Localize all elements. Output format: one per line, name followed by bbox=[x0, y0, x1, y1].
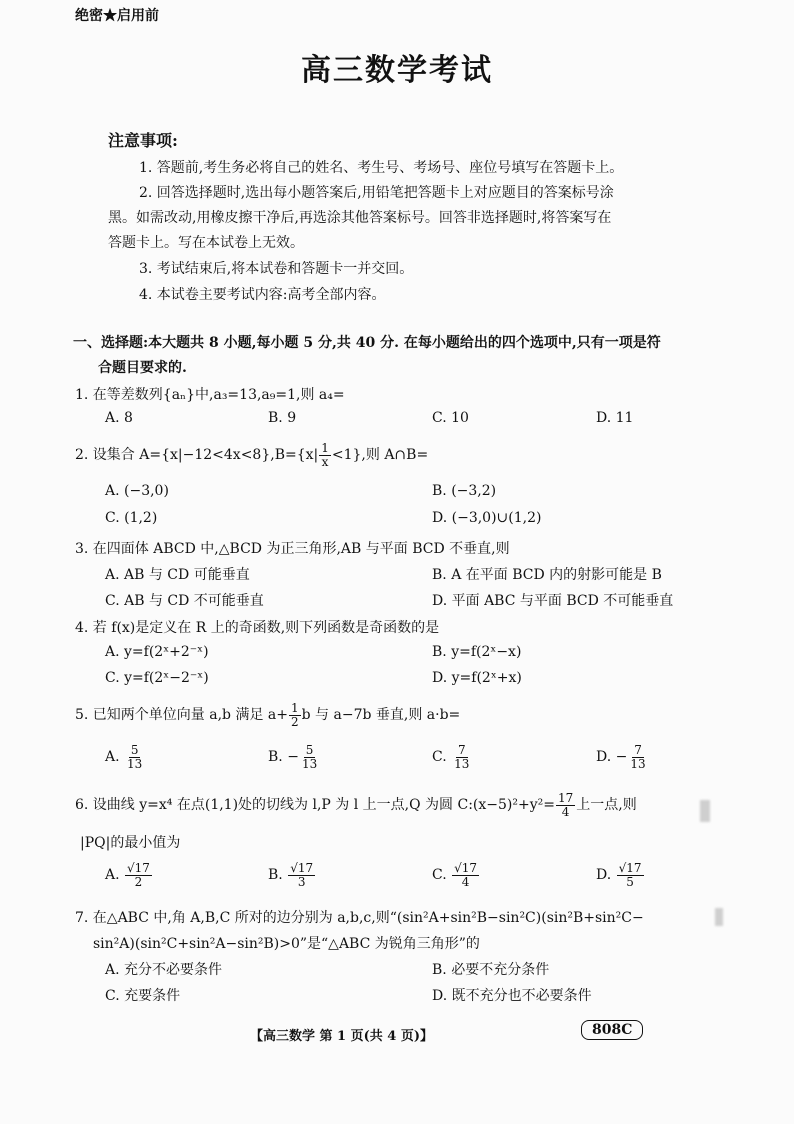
question-2-stem bbox=[75, 442, 428, 468]
option-prefix: D. bbox=[596, 749, 616, 766]
q6-option-a bbox=[105, 862, 153, 888]
option-prefix: A. bbox=[105, 867, 125, 884]
q7-option-d: D. 既不充分也不必要条件 bbox=[432, 988, 592, 1004]
section-heading: 一、选择题:本大题共 8 小题,每小题 5 分,共 40 分. 在每小题给出的四个选项中,只有一项是符 bbox=[73, 335, 661, 351]
option-fraction bbox=[452, 744, 471, 770]
option-prefix: A. bbox=[105, 749, 125, 766]
notice-line: 2. 回答选择题时,选出每小题答案后,用铅笔把答题卡上对应题目的答案标号涂 bbox=[139, 185, 614, 201]
q3-option-a: A. AB 与 CD 可能垂直 bbox=[105, 567, 250, 583]
q4-option-a: A. y=f(2ˣ+2⁻ˣ) bbox=[105, 644, 209, 660]
section-heading-cont: 合题目要求的. bbox=[98, 360, 187, 376]
question-7-stem-line2: sin²A)(sin²C+sin²A−sin²B)>0”是“△ABC 为锐角三角形”的 bbox=[93, 936, 480, 952]
notice-line: 答题卡上。写在本试卷上无效。 bbox=[108, 235, 304, 251]
option-fraction bbox=[125, 744, 144, 770]
q6-stem-part: 上一点,则 bbox=[576, 797, 637, 814]
option-sign: − bbox=[615, 749, 628, 766]
fraction-numerator: 1 bbox=[291, 701, 299, 715]
fraction-numerator: 7 bbox=[457, 743, 466, 757]
q7-option-b: B. 必要不充分条件 bbox=[432, 962, 550, 978]
fraction-denominator: 3 bbox=[297, 874, 306, 889]
option-sign: − bbox=[287, 749, 299, 766]
option-prefix: C. bbox=[432, 749, 452, 766]
q6-fraction bbox=[556, 792, 575, 818]
q6-stem-part: 6. 设曲线 y=x⁴ 在点(1,1)处的切线为 l,P 为 l 上一点,Q 为圆 C:(x−5)²+y²= bbox=[75, 797, 555, 814]
question-6-stem-line2: |PQ|的最小值为 bbox=[80, 835, 181, 851]
exam-title: 高三数学考试 bbox=[301, 53, 493, 88]
option-prefix: B. bbox=[268, 749, 288, 766]
q2-option-a: A. (−3,0) bbox=[105, 483, 169, 499]
fraction-numerator: √17 bbox=[618, 861, 642, 875]
q5-option-c bbox=[432, 744, 472, 770]
option-fraction bbox=[288, 862, 315, 888]
q2-option-c: C. (1,2) bbox=[105, 510, 158, 526]
q2-fraction bbox=[319, 442, 331, 468]
fraction-denominator: 13 bbox=[127, 756, 143, 771]
notice-line: 1. 答题前,考生务必将自己的姓名、考生号、考场号、座位号填写在答题卡上。 bbox=[139, 160, 624, 176]
q5-stem-part: b 与 a−7b 垂直,则 a·b= bbox=[301, 707, 461, 724]
q1-option-a: A. 8 bbox=[105, 410, 133, 426]
q3-option-b: B. A 在平面 BCD 内的射影可能是 B bbox=[432, 567, 662, 583]
question-1-stem: 1. 在等差数列{aₙ}中,a₃=13,a₉=1,则 a₄= bbox=[75, 387, 345, 403]
option-prefix: C. bbox=[432, 867, 452, 884]
q2-stem-part: <1},则 A∩B= bbox=[331, 447, 429, 464]
secret-mark: 绝密★启用前 bbox=[75, 8, 159, 24]
option-fraction bbox=[452, 862, 479, 888]
fraction-numerator: 5 bbox=[130, 743, 139, 757]
notice-heading: 注意事项: bbox=[108, 131, 178, 150]
option-prefix: D. bbox=[596, 867, 616, 884]
option-fraction bbox=[300, 744, 319, 770]
q5-option-b bbox=[268, 744, 320, 770]
q6-option-d bbox=[596, 862, 645, 888]
q3-option-c: C. AB 与 CD 不可能垂直 bbox=[105, 593, 264, 609]
notice-line: 4. 本试卷主要考试内容:高考全部内容。 bbox=[139, 287, 386, 303]
fraction-numerator: √17 bbox=[290, 861, 314, 875]
q2-option-d: D. (−3,0)∪(1,2) bbox=[432, 510, 542, 526]
q1-option-c: C. 10 bbox=[432, 410, 469, 426]
q1-option-d: D. 11 bbox=[596, 410, 634, 426]
fraction-numerator: √17 bbox=[454, 861, 478, 875]
fraction-denominator: x bbox=[321, 454, 329, 469]
fraction-denominator: 2 bbox=[134, 874, 143, 889]
q1-option-b: B. 9 bbox=[268, 410, 297, 426]
fraction-numerator: √17 bbox=[127, 861, 150, 875]
q2-stem-part: 2. 设集合 A={x|−12<4x<8},B={x| bbox=[75, 447, 319, 464]
scan-smudge bbox=[715, 908, 723, 926]
q2-option-b: B. (−3,2) bbox=[432, 483, 497, 499]
q5-fraction bbox=[289, 702, 301, 728]
fraction-denominator: 4 bbox=[561, 804, 570, 819]
fraction-denominator: 13 bbox=[454, 756, 470, 771]
exam-code-badge: 808C bbox=[581, 1020, 643, 1040]
fraction-numerator: 5 bbox=[305, 743, 314, 757]
fraction-denominator: 5 bbox=[626, 874, 634, 889]
question-7-stem: 7. 在△ABC 中,角 A,B,C 所对的边分别为 a,b,c,则“(sin²A+sin²B−sin²C)(sin²B+sin²C− bbox=[75, 910, 644, 926]
q4-option-d: D. y=f(2ˣ+x) bbox=[432, 670, 522, 686]
notice-line: 黑。如需改动,用橡皮擦干净后,再选涂其他答案标号。回答非选择题时,将答案写在 bbox=[108, 210, 612, 226]
option-fraction bbox=[125, 862, 152, 888]
q7-option-c: C. 充要条件 bbox=[105, 988, 181, 1004]
fraction-denominator: 2 bbox=[291, 714, 299, 729]
question-5-stem bbox=[75, 702, 460, 728]
q3-option-d: D. 平面 ABC 与平面 BCD 不可能垂直 bbox=[432, 593, 674, 609]
question-6-stem bbox=[75, 792, 637, 818]
q6-option-c bbox=[432, 862, 480, 888]
q7-option-a: A. 充分不必要条件 bbox=[105, 962, 223, 978]
scan-smudge bbox=[700, 800, 710, 822]
q4-option-b: B. y=f(2ˣ−x) bbox=[432, 644, 522, 660]
notice-line: 3. 考试结束后,将本试卷和答题卡一并交回。 bbox=[139, 261, 414, 277]
q5-option-a bbox=[105, 744, 145, 770]
q4-option-c: C. y=f(2ˣ−2⁻ˣ) bbox=[105, 670, 209, 686]
fraction-denominator: 4 bbox=[461, 874, 470, 889]
question-3-stem: 3. 在四面体 ABCD 中,△BCD 为正三角形,AB 与平面 BCD 不垂直,则 bbox=[75, 541, 510, 557]
q5-option-d bbox=[596, 744, 649, 770]
fraction-numerator: 17 bbox=[557, 791, 574, 805]
option-fraction bbox=[628, 744, 647, 770]
fraction-denominator: 13 bbox=[301, 756, 318, 771]
option-fraction bbox=[617, 862, 644, 888]
q6-option-b bbox=[268, 862, 316, 888]
option-prefix: B. bbox=[268, 867, 288, 884]
fraction-numerator: 7 bbox=[634, 743, 642, 757]
fraction-numerator: 1 bbox=[321, 441, 329, 455]
q5-stem-part: 5. 已知两个单位向量 a,b 满足 a+ bbox=[75, 707, 288, 724]
page-footer: 【高三数学 第 1 页(共 4 页)】 bbox=[250, 1029, 434, 1044]
fraction-denominator: 13 bbox=[630, 756, 646, 771]
question-4-stem: 4. 若 f(x)是定义在 R 上的奇函数,则下列函数是奇函数的是 bbox=[75, 620, 440, 636]
